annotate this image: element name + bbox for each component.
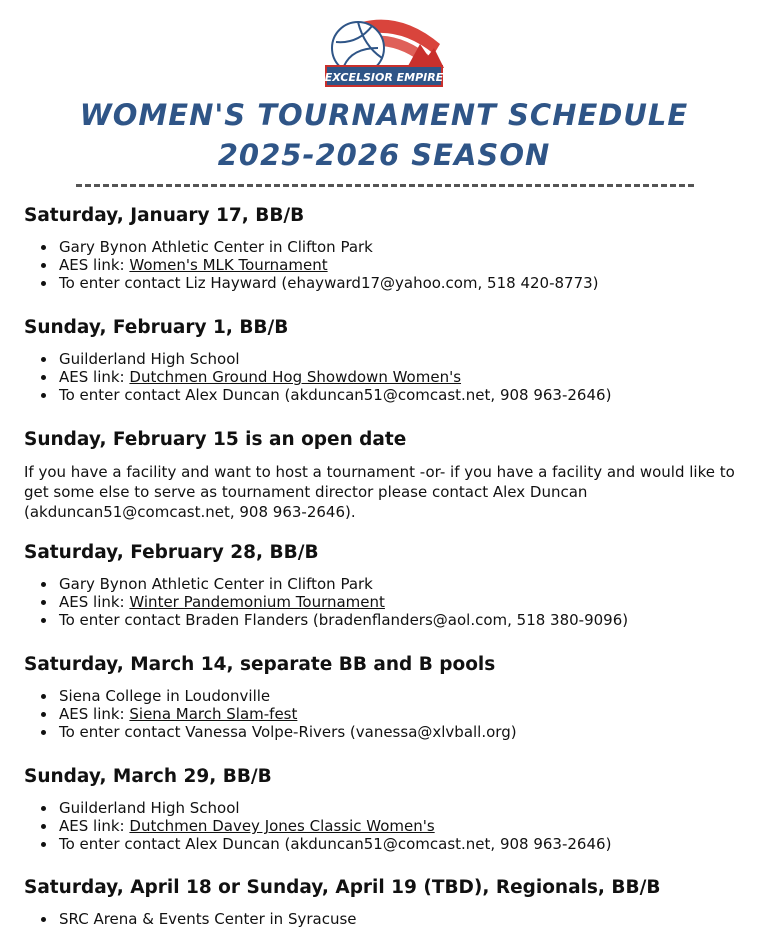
schedule-section [24, 428, 744, 522]
divider [76, 184, 694, 187]
aes-link-item [57, 593, 744, 611]
location: • Guilderland High School [57, 799, 744, 817]
contact: • To enter contact Liz Hayward (ehayward17@yahoo.com, 518 420-8773) [57, 274, 744, 292]
schedule-section [24, 765, 744, 854]
contact: • To enter contact Alex Duncan (akduncan51@comcast.net, 908 963-2646) [57, 835, 744, 853]
contact: • To enter contact Alex Duncan (akduncan51@comcast.net, 908 963-2646) [57, 386, 744, 404]
location: • Gary Bynon Athletic Center in Clifton Park [57, 575, 744, 593]
contact: • To enter contact Vanessa Volpe-Rivers (vanessa@xlvball.org) [57, 723, 744, 741]
details-list [24, 575, 744, 630]
aes-label: AES link: [59, 705, 130, 724]
details-list [24, 350, 744, 405]
details-list [24, 687, 744, 742]
details-list [24, 238, 744, 293]
aes-link[interactable]: Dutchmen Davey Jones Classic Women's [129, 817, 435, 836]
details-list [24, 799, 744, 854]
section-heading: Saturday, April 18 or Sunday, April 19 (TBD), Regionals, BB/B [24, 877, 661, 898]
section-paragraph: If you have a facility and want to host a tournament -or- if you have a facility and would like to get some else to serve as tournament director please contact Alex Duncan (akduncan51@comcast.net, 908 963-2646). [24, 463, 735, 521]
season-subtitle: 2025-2026 SEASON [217, 138, 551, 172]
section-heading: Sunday, March 29, BB/B [24, 766, 272, 787]
schedule-section [24, 204, 744, 293]
location: • Gary Bynon Athletic Center in Clifton Park [57, 238, 744, 256]
aes-link-item [57, 256, 744, 274]
contact: • To enter contact Braden Flanders (bradenflanders@aol.com, 518 380-9096) [57, 611, 744, 629]
schedule-section [24, 316, 744, 405]
section-heading: Saturday, February 28, BB/B [24, 542, 319, 563]
location: • SRC Arena & Events Center in Syracuse [57, 910, 744, 928]
location: • Siena College in Loudonville [57, 687, 744, 705]
details-list [24, 910, 744, 928]
section-heading: Saturday, January 17, BB/B [24, 205, 305, 226]
location: • Guilderland High School [57, 350, 744, 368]
aes-label: AES link: [59, 368, 130, 387]
section-heading: Sunday, February 15 is an open date [24, 429, 407, 450]
aes-link[interactable]: Winter Pandemonium Tournament [129, 593, 385, 612]
aes-link[interactable]: Women's MLK Tournament [129, 256, 328, 275]
schedule-section [24, 541, 744, 630]
aes-link[interactable]: Dutchmen Ground Hog Showdown Women's [129, 368, 462, 387]
aes-link[interactable]: Siena March Slam-fest [129, 705, 298, 724]
aes-label: AES link: [59, 593, 130, 612]
aes-link-item [57, 368, 744, 386]
aes-link-item [57, 705, 744, 723]
schedule-section [24, 653, 744, 742]
section-heading: Sunday, February 1, BB/B [24, 317, 289, 338]
aes-link-item [57, 817, 744, 835]
aes-label: AES link: [59, 817, 130, 836]
aes-label: AES link: [59, 256, 130, 275]
page-title: WOMEN'S TOURNAMENT SCHEDULE [79, 98, 689, 132]
schedule-section [24, 876, 744, 928]
section-heading: Saturday, March 14, separate BB and B pools [24, 654, 496, 675]
excelsior-empire-logo [322, 14, 446, 90]
svg-text:EXCELSIOR EMPIRE: EXCELSIOR EMPIRE [324, 71, 444, 84]
